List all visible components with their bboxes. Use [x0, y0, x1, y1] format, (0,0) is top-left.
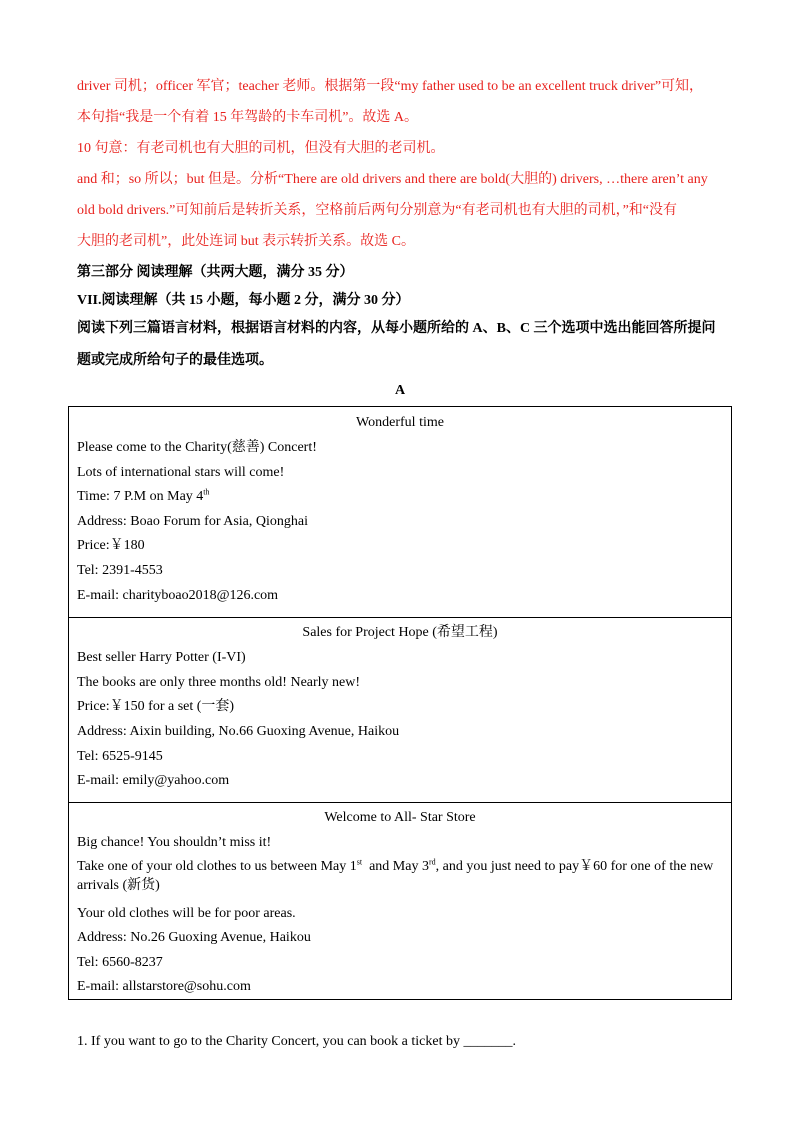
store-offer-sup2: rd [428, 857, 436, 867]
notice-concert-title: Wonderful time [356, 415, 444, 430]
store-offer [77, 857, 722, 877]
hope-desc: The books are only three months old! Nearly new! [77, 675, 361, 690]
instruction-line-2: 题或完成所给句子的最佳选项。 [77, 353, 273, 368]
part-heading: 第三部分 阅读理解（共两大题，满分 35 分） [77, 265, 354, 280]
hope-email: E-mail: emily@yahoo.com [77, 773, 230, 788]
question-1: 1. If you want to go to the Charity Concert, you can book a ticket by _______. [77, 1034, 516, 1049]
store-offer-c: , and you just need to pay￥60 for one of the new [435, 859, 714, 874]
concert-stars: Lots of international stars will come! [77, 465, 285, 480]
concert-time-sup: th [203, 487, 210, 497]
hope-price: Price:￥150 for a set (一套) [77, 699, 235, 714]
store-offer-a: Take one of your old clothes to us between May 1 [77, 859, 357, 874]
notice-store-title: Welcome to All- Star Store [324, 810, 476, 825]
notice-all-star-store [69, 802, 731, 999]
store-purpose: Your old clothes will be for poor areas. [77, 906, 296, 921]
notice-hope-title: Sales for Project Hope (希望工程) [302, 625, 498, 640]
concert-address: Address: Boao Forum for Asia, Qionghai [77, 514, 308, 529]
hope-address: Address: Aixin building, No.66 Guoxing Avenue, Haikou [77, 724, 400, 739]
concert-tel: Tel: 2391-4553 [77, 563, 163, 578]
store-offer-line-2: arrivals (新货) [77, 878, 160, 893]
explanation-line-4: and 和；so 所以；but 但是。分析“There are old drivers and there are bold(大胆的) drivers, …there aren’t any [77, 172, 708, 187]
concert-price: Price:￥180 [77, 538, 145, 553]
store-offer-sup1: st [356, 857, 363, 867]
store-email: E-mail: allstarstore@sohu.com [77, 979, 251, 994]
explanation-line-2: 本句指“我是一个有着 15 年驾龄的卡车司机”。故选 A。 [77, 110, 419, 125]
passage-label: A [394, 383, 406, 398]
concert-invite: Please come to the Charity(慈善) Concert! [77, 440, 317, 455]
hope-item: Best seller Harry Potter (I-VI) [77, 650, 246, 665]
store-chance: Big chance! You shouldn’t miss it! [77, 835, 272, 850]
instruction-line-1: 阅读下列三篇语言材料，根据语言材料的内容，从每小题所给的 A、B、C 三个选项中选出能回答所提问 [77, 321, 716, 336]
concert-email: E-mail: charityboao2018@126.com [77, 588, 279, 603]
hope-tel: Tel: 6525-9145 [77, 749, 163, 764]
store-tel: Tel: 6560-8237 [77, 955, 163, 970]
concert-time-text: Time: 7 P.M on May 4 [77, 489, 204, 504]
explanation-line-1: driver 司机；officer 军官；teacher 老师。根据第一段“my father used to be an excellent truck driver”可知， [77, 79, 704, 94]
explanation-line-5: old bold drivers.”可知前后是转折关系，空格前后两句分别意为“有老司机也有大胆的司机，”和“没有 [77, 203, 678, 218]
store-offer-b: and May 3 [362, 859, 429, 874]
section-heading: VII.阅读理解（共 15 小题，每小题 2 分，满分 30 分） [77, 293, 410, 308]
explanation-line-3: 10 句意：有老司机也有大胆的司机，但没有大胆的老司机。 [77, 141, 445, 156]
notice-concert [69, 407, 731, 617]
notice-project-hope [69, 617, 731, 802]
store-address: Address: No.26 Guoxing Avenue, Haikou [77, 930, 311, 945]
explanation-line-6: 大胆的老司机”，此处连词 but 表示转折关系。故选 C。 [77, 234, 415, 249]
notice-table [68, 406, 732, 1000]
concert-time [77, 487, 722, 507]
